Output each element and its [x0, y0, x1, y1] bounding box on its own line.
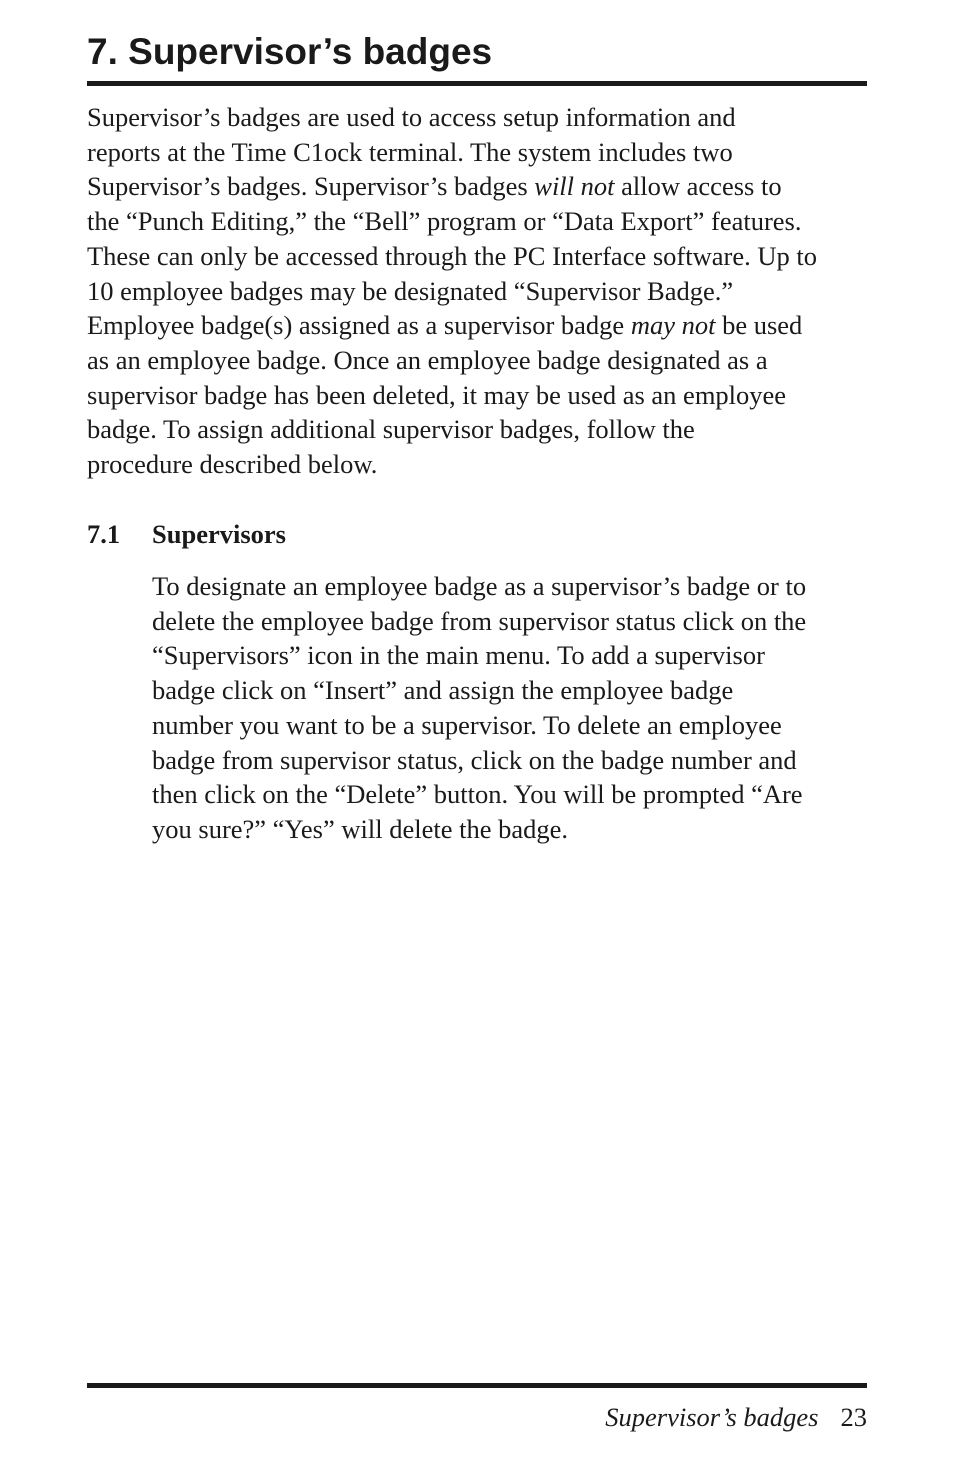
- intro-line: Supervisor’s badges are used to access setup information and: [87, 102, 736, 132]
- intro-paragraph: [87, 100, 877, 482]
- intro-line: Supervisor’s badges. Supervisor’s badges will not allow access to: [87, 171, 782, 202]
- section-line: badge click on “Insert” and assign the employee badge: [152, 675, 734, 706]
- intro-line: badge. To assign additional supervisor badges, follow the: [87, 414, 695, 445]
- intro-line: These can only be accessed through the PC Interface software. Up to: [87, 240, 817, 271]
- section-paragraph: [152, 569, 872, 847]
- section-line: number you want to be a supervisor. To delete an employee: [152, 709, 782, 740]
- section-line: To designate an employee badge as a supervisor’s badge or to: [152, 571, 807, 601]
- intro-line: procedure described below.: [87, 449, 378, 480]
- section-line: then click on the “Delete” button. You will be prompted “Are: [152, 779, 803, 810]
- section-line: you sure?” “Yes” will delete the badge.: [152, 813, 569, 844]
- page-footer: [605, 1400, 867, 1434]
- intro-line: supervisor badge has been deleted, it may be used as an employee: [87, 379, 787, 410]
- intro-line: the “Punch Editing,” the “Bell” program or “Data Export” features.: [87, 206, 802, 237]
- section-line: badge from supervisor status, click on the badge number and: [152, 744, 797, 775]
- section-line: delete the employee badge from supervisor status click on the: [152, 605, 807, 636]
- emphasis-will-not: will not: [534, 171, 615, 202]
- section-title: Supervisors: [152, 519, 286, 549]
- chapter-title: 7. Supervisor’s badges: [87, 31, 493, 72]
- footer-rule: [87, 1383, 867, 1388]
- section-heading: [87, 517, 286, 551]
- section-line: “Supervisors” icon in the main menu. To add a supervisor: [152, 640, 765, 671]
- footer-section-title: Supervisor’s badges: [605, 1402, 819, 1432]
- section-number: 7.1: [87, 519, 121, 549]
- title-rule: [87, 81, 867, 86]
- intro-line: reports at the Time C1ock terminal. The system includes two: [87, 136, 733, 167]
- emphasis-may-not: may not: [630, 310, 716, 341]
- page-number: 23: [840, 1402, 867, 1432]
- intro-line: 10 employee badges may be designated “Supervisor Badge.”: [87, 275, 734, 306]
- intro-line: as an employee badge. Once an employee badge designated as a: [87, 344, 768, 375]
- intro-line: Employee badge(s) assigned as a supervisor badge may not be used: [87, 310, 803, 341]
